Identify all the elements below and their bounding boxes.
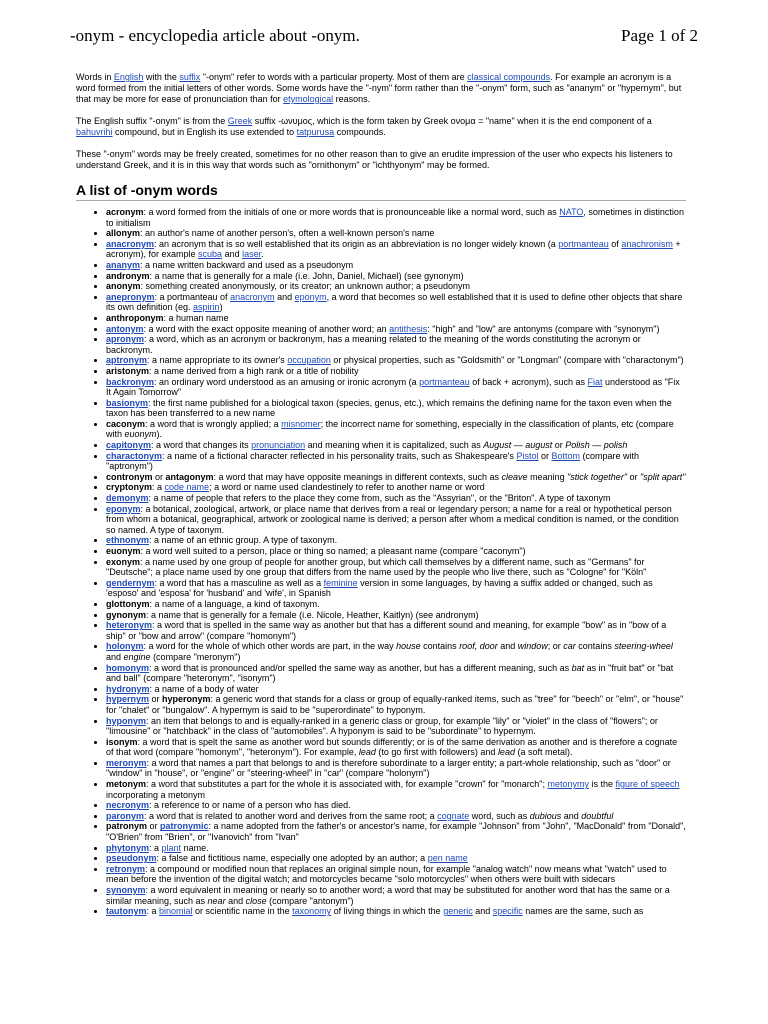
text-run: : a word that is spelled in the same way as another but that has a different sound and meaning, for example "bow" as in "bow of a ship" or "bow and arrow" (compare "homonym") — [106, 620, 667, 641]
list-item — [106, 398, 686, 419]
text-run: acronym — [106, 207, 144, 217]
text-run: metonym — [106, 779, 147, 790]
list-item — [106, 355, 686, 366]
list-item — [106, 451, 686, 472]
text-run: lead — [497, 747, 515, 758]
text-run: hyperonym — [162, 694, 211, 705]
list-item — [106, 504, 686, 536]
list-item — [106, 641, 686, 662]
text-run: bat — [571, 662, 585, 673]
list-heading: A list of -onym words — [76, 182, 686, 201]
list-item — [106, 271, 686, 282]
text-run: reasons. — [333, 94, 371, 104]
article-body — [76, 72, 686, 917]
intro-section — [76, 72, 686, 171]
text-run: patronym — [106, 821, 148, 832]
article-link[interactable]: synonym — [106, 885, 146, 895]
article-link[interactable]: ethnonym — [106, 535, 150, 546]
article-link[interactable]: cognate — [437, 810, 470, 821]
article-link[interactable]: Fiat — [587, 376, 603, 387]
list-item — [106, 599, 686, 610]
onym-list — [76, 207, 686, 917]
text-run: : a name used by one group of people for another group, but which call themselves by a different name, such as "Germans" for "Deutsche"; a place name used by one group that differs from the name used by the people who live there, such as "Cologne" for "Köln" — [106, 556, 647, 578]
text-run: and — [497, 641, 518, 652]
article-link[interactable]: Greek — [227, 116, 253, 126]
text-run: (a soft metal). — [514, 747, 573, 758]
text-run: version in some languages, by having a suffix added or changed, such as 'esposo' and 'esposa' for 'husband' and 'wife', in Spanish — [106, 577, 653, 599]
text-run: The English suffix "-onym" is from the — [76, 116, 228, 126]
page-number: Page 1 of 2 — [621, 26, 698, 45]
list-item — [106, 885, 686, 906]
list-item — [106, 228, 686, 239]
text-run: names are the same, such as — [522, 906, 644, 917]
list-item — [106, 281, 686, 292]
document-title: -onym - encyclopedia article about -onym. — [70, 26, 360, 45]
list-item — [106, 535, 686, 546]
list-item — [106, 334, 686, 355]
text-run: dubious — [529, 810, 562, 821]
text-run: : a botanical, zoological, artwork, or place name that derives from a real or legendary person; a name for a real or hypothetical person from whom a botanical, geographical, artwork or zoological name is derived; a person after whom a medical condition is named, or the condition so named. A type of taxonym. — [106, 503, 679, 535]
text-run: : a human name — [163, 312, 229, 323]
article-link[interactable]: aspirin — [193, 302, 220, 313]
text-run: Words in — [76, 72, 114, 82]
text-run: : a word that is pronounced and/or spelled the same way as another, but has a different meaning, such as — [149, 662, 572, 673]
article-link[interactable]: hydronym — [106, 683, 150, 694]
text-run: (to go first with followers) and — [375, 747, 498, 758]
article-link[interactable]: figure of speech — [615, 779, 680, 790]
text-run: : a word that has a masculine as well as a — [154, 577, 324, 588]
article-link[interactable]: patronymic — [160, 821, 209, 832]
text-run: of — [608, 238, 622, 249]
article-link[interactable]: Pistol — [516, 450, 539, 461]
text-run: aristonym — [106, 365, 150, 376]
text-run: ; or — [547, 641, 564, 652]
list-item — [106, 737, 686, 758]
list-item — [106, 779, 686, 800]
article-link[interactable]: metonymy — [547, 779, 589, 790]
text-run: compounds. — [334, 127, 386, 137]
text-run: (compare "meronym") — [150, 651, 241, 662]
text-run: lead — [358, 747, 376, 758]
article-link[interactable]: specific — [492, 906, 523, 917]
article-link[interactable]: hyponym — [106, 715, 147, 726]
list-item — [106, 324, 686, 335]
text-run: , sometimes in distinction to initialism — [106, 207, 684, 228]
list-item — [106, 694, 686, 715]
article-link[interactable]: hypernym — [106, 694, 150, 705]
article-link[interactable]: meronym — [106, 757, 147, 768]
text-run: cryptonym — [106, 482, 153, 493]
text-run: : a name of an ethnic group. A type of taxonym. — [149, 535, 338, 546]
article-link[interactable]: eponym — [106, 503, 141, 514]
text-run: ) — [219, 302, 223, 313]
article-link[interactable]: feminine — [323, 577, 358, 588]
text-run: anthroponym — [106, 312, 164, 323]
text-run: contains — [420, 641, 460, 652]
text-run: : a name that is generally for a male (i.e. John, Daniel, Michael) (see gynonym) — [149, 270, 464, 281]
text-run: : a reference to or name of a person who has died. — [149, 800, 351, 811]
list-item — [106, 663, 686, 684]
text-run: suffix -ωνυμος, which is the form taken by Greek ονομα = "name" when it is the end component of a — [252, 116, 652, 126]
text-run: house — [396, 641, 421, 652]
list-item — [106, 610, 686, 621]
article-link[interactable]: code name — [164, 482, 210, 493]
text-run: glottonym — [106, 598, 150, 609]
text-run: or — [147, 821, 161, 832]
article-link[interactable]: apronym — [106, 334, 145, 345]
text-run: : a name of a body of water — [149, 683, 259, 694]
list-item — [106, 472, 686, 483]
article-link[interactable]: occupation — [287, 355, 331, 366]
text-run: : a name that is generally for a female (i.e. Nicole, Heather, Kaitlyn) (see andronym) — [146, 609, 479, 620]
text-run: : a word, which as an acronym or backronym, has a meaning related to the meaning of the words constituting the acronym or backronym. — [106, 334, 641, 355]
text-run: cleave — [501, 471, 528, 482]
list-item — [106, 620, 686, 641]
text-run: : the first name published for a biological taxon (species, genus, etc.), which remains the defining name for the taxon even when the taxon has been transferred to a new name — [106, 397, 672, 419]
text-run: : a word equivalent in meaning or nearly so to another word; a word that may be substituted for another word that has the same or a similar meaning, such as — [106, 885, 670, 906]
article-link[interactable]: retronym — [106, 863, 146, 874]
text-run: word, such as — [469, 810, 530, 821]
text-run: or — [538, 450, 552, 461]
list-item — [106, 843, 686, 854]
text-run: name. — [181, 842, 209, 853]
text-run: : a portmanteau of — [154, 291, 231, 302]
article-link[interactable]: phytonym — [106, 842, 150, 853]
text-run: : an acronym that is so well established that its origin as an abbreviation is no longer widely known (a — [154, 238, 559, 249]
article-link[interactable]: anepronym — [106, 291, 155, 302]
text-run: and — [222, 249, 243, 260]
article-link[interactable]: heteronym — [106, 620, 153, 631]
article-link[interactable]: tautonym — [106, 906, 147, 917]
text-run: or — [627, 471, 641, 482]
text-run: is the — [589, 779, 616, 790]
list-item — [106, 546, 686, 557]
text-run: : a — [146, 906, 160, 917]
text-run: euonym — [124, 429, 157, 440]
list-item — [106, 811, 686, 822]
text-run: : a compound or modified noun that replaces an original simple noun, for example "analog watch" now means what "watch" used to mean before the invention of the digital watch; and motorcycles became "solo motorcycles" when others were built with sidecars — [106, 863, 667, 885]
text-run: doubtful — [581, 810, 614, 821]
text-run: engine — [123, 651, 151, 662]
text-run: : a generic word that stands for a class or group of equally-ranked items, such as "tree" for "beech" or "elm", or "house" for "chalet" or "bungalow". A hypernym is said to be "superordinate" to hyponym. — [106, 694, 684, 715]
text-run: ; a word or name used clandestinely to refer to another name or word — [209, 482, 485, 493]
text-run: , a word that becomes so well established that it is used to define other objects that share its own definition (eg. — [106, 291, 683, 313]
text-run: and — [225, 895, 246, 906]
text-run: near — [207, 895, 226, 906]
text-run: car — [563, 641, 576, 652]
article-link[interactable]: backronym — [106, 376, 155, 387]
article-link[interactable]: laser — [242, 249, 262, 260]
text-run: or — [152, 471, 166, 482]
text-run: . — [261, 249, 264, 260]
text-run: andronym — [106, 270, 150, 281]
text-run: August — august — [483, 440, 553, 451]
article-link[interactable]: portmanteau — [419, 376, 470, 387]
text-run: or scientific name in the — [192, 906, 293, 917]
article-link[interactable]: suffix — [179, 72, 201, 82]
text-run: : something created anonymously, or its creator; an unknown author; a pseudonym — [140, 281, 471, 292]
article-link[interactable]: antonym — [106, 323, 144, 334]
article-link[interactable]: basionym — [106, 397, 149, 408]
text-run: : a word that changes its — [151, 440, 252, 451]
article-link[interactable]: Bottom — [551, 450, 580, 461]
article-link[interactable]: demonym — [106, 493, 149, 504]
text-run: contronym — [106, 471, 153, 482]
text-run: window — [517, 641, 548, 652]
text-run: : a name of people that refers to the place they come from, such as the "Assyrian", or the "Briton". A type of taxonym — [148, 493, 611, 504]
list-item — [106, 716, 686, 737]
text-run: (compare with "aptronym") — [106, 450, 640, 472]
article-link[interactable]: bahuvrihi — [76, 127, 113, 137]
text-run: meaning — [527, 471, 568, 482]
article-link[interactable]: antithesis — [389, 323, 428, 334]
article-link[interactable]: homonym — [106, 662, 150, 673]
article-link[interactable]: pseudonym — [106, 853, 157, 864]
text-run: : a name adopted from the father's or ancestor's name, for example "Johnson" from "John", "MacDonald" from "Donald", "O'Brien" from "Brien", or "Ivanovich" from "Ivan" — [106, 821, 686, 843]
list-item — [106, 207, 686, 228]
article-link[interactable]: NATO — [559, 207, 584, 217]
text-run: : a name of a language, a kind of taxonym. — [149, 598, 320, 609]
list-item — [106, 260, 686, 271]
text-run: understood as "Fix It Again Tomorrow" — [106, 376, 680, 398]
text-run: antagonym — [165, 471, 214, 482]
text-run: of living things in which the — [331, 906, 444, 917]
article-link[interactable]: binomial — [159, 906, 193, 917]
article-link[interactable]: charactonym — [106, 450, 163, 461]
text-run: caconym — [106, 418, 146, 429]
article-link[interactable]: pen name — [427, 853, 468, 864]
text-run: steering-wheel — [614, 641, 673, 652]
list-item — [106, 377, 686, 398]
list-item — [106, 758, 686, 779]
text-run: : a false and fictitious name, especially one adopted by an author; a — [156, 853, 428, 864]
article-link[interactable]: portmanteau — [558, 238, 609, 249]
list-item — [106, 239, 686, 260]
article-link[interactable]: capitonym — [106, 440, 152, 451]
text-run: (compare "antonym") — [266, 895, 354, 906]
article-link[interactable]: English — [113, 72, 144, 82]
text-run: + acronym), for example — [106, 238, 681, 260]
text-run: . For example an acronym is a word formed from the initial letters of other words. Some words have the "-nym" form rather than the "-onym" form, such as "ananym" or "hypernym", but that may be more for ease of pronunciation than for — [76, 72, 682, 104]
article-link[interactable]: misnomer — [281, 418, 321, 429]
list-item — [106, 366, 686, 377]
article-link[interactable]: paronym — [106, 810, 145, 821]
text-run: contains — [575, 641, 615, 652]
text-run: : a word that is related to another word and derives from the same root; a — [144, 810, 438, 821]
article-link[interactable]: anacronym — [230, 291, 275, 302]
text-run: and — [472, 906, 493, 917]
list-item — [106, 419, 686, 440]
text-run: as in "fruit bat" or "bat and ball" (compare "heteronym", "isonym") — [106, 662, 674, 684]
text-run: ; the incorrect name for something, especially in the classification of plants, etc (compare with — [106, 418, 674, 440]
text-run: : a word for the whole of which other words are part, in the way — [143, 641, 397, 652]
text-run: or physical properties, such as "Goldsmith" or "Longman" (compare with "charactonym") — [330, 355, 684, 366]
list-item — [106, 684, 686, 695]
text-run: : a word that substitutes a part for the whole it is associated with, for example "crown" for "monarch"; — [146, 779, 548, 790]
text-run: Polish — polish — [565, 440, 628, 451]
list-item — [106, 493, 686, 504]
list-item — [106, 578, 686, 599]
list-item — [106, 557, 686, 578]
text-run: : a — [152, 482, 165, 493]
text-run: anonym — [106, 281, 141, 292]
text-run: : a word that is wrongly applied; a — [145, 418, 282, 429]
text-run: "-onym" refer to words with a particular property. Most of them are — [200, 72, 468, 82]
text-run: of back + acronym), such as — [469, 376, 588, 387]
text-run: : a name of a fictional character reflected in his personality traits, such as Shakespeare's — [162, 450, 517, 461]
text-run: : a word well suited to a person, place or thing so named; a pleasant name (compare "caconym") — [140, 546, 526, 556]
list-item — [106, 800, 686, 811]
list-item — [106, 821, 686, 842]
article-link[interactable]: ananym — [106, 259, 141, 270]
list-item — [106, 906, 686, 917]
article-link[interactable]: taxonomy — [292, 906, 332, 917]
text-run: : "high" and "low" are antonyms (compare with "synonym") — [427, 323, 660, 334]
text-run: incorporating a metonym — [106, 789, 206, 800]
article-link[interactable]: generic — [443, 906, 473, 917]
text-run: and — [561, 810, 582, 821]
article-link[interactable]: necronym — [106, 800, 150, 811]
text-run: These "-onym" words may be freely created, sometimes for no other reason than to give an erudite impression of the user who expects his listeners to understand Greek, and it is in this way that words such as "ornithonym" or "ichthyonym" may be formed. — [76, 149, 673, 170]
list-item — [106, 313, 686, 324]
text-run: and — [106, 651, 124, 662]
list-item — [106, 440, 686, 451]
text-run: euonym — [106, 546, 141, 556]
article-link[interactable]: anachronism — [621, 238, 673, 249]
text-run: "stick together" — [567, 471, 628, 482]
text-run: and — [274, 291, 295, 302]
text-run: and meaning when it is capitalized, such as — [305, 440, 484, 451]
list-item — [106, 292, 686, 313]
text-run: compound, but in English its use extended to — [112, 127, 297, 137]
article-link[interactable]: aptronym — [106, 355, 148, 366]
article-link[interactable]: etymological — [283, 94, 334, 104]
text-run: "split apart" — [640, 471, 686, 482]
article-link[interactable]: pronunciation — [251, 440, 306, 451]
text-run: : a name appropriate to its owner's — [147, 355, 288, 366]
article-link[interactable]: anacronym — [106, 238, 155, 249]
text-run: or — [552, 440, 566, 451]
text-run: isonym — [106, 736, 138, 747]
text-run: : a word that names a part that belongs to and is therefore subordinate to a larger entity; a part-whole relationship, such as "door" or "window" in "house", or "engine" or "steering-wheel" in "car" (compare "holonym") — [106, 757, 671, 779]
text-run: or — [149, 694, 163, 705]
text-run: : an author's name of another person's, often a well-known person's name — [140, 228, 435, 239]
article-link[interactable]: tatpurusa — [296, 127, 335, 137]
list-item — [106, 853, 686, 864]
text-run: with the — [143, 72, 180, 82]
intro-paragraph — [76, 72, 686, 105]
text-run: : a word that may have opposite meanings in different contexts, such as — [213, 471, 502, 482]
text-run: close — [245, 895, 267, 906]
text-run: ). — [156, 429, 163, 440]
text-run: : an ordinary word understood as an amusing or ironic acronym (a — [154, 376, 420, 387]
text-run: exonym — [106, 556, 141, 567]
page-header — [70, 26, 698, 46]
text-run: : a word that is spelt the same as another word but sounds differently; or is of the same derivation as another and is therefore a cognate of that word (compare "homonym", "heteronym"). For example, — [106, 736, 678, 758]
text-run: : an item that belongs to and is equally-ranked in a generic class or group, for example "lily" or "violet" in the class of "flowers"; or "limousine" or "hatchback" in the class of "automobiles". A hyponym is said to be "subordinate" to hypernym. — [106, 715, 658, 737]
article-link[interactable]: plant — [161, 842, 182, 853]
article-link[interactable]: scuba — [198, 249, 223, 260]
text-run: : a word with the exact opposite meaning of another word; an — [143, 323, 390, 334]
text-run: : a — [149, 842, 162, 853]
article-link[interactable]: eponym — [294, 291, 327, 302]
intro-paragraph — [76, 149, 686, 171]
list-item — [106, 864, 686, 885]
text-run: : a name written backward and used as a pseudonym — [140, 259, 354, 270]
article-link[interactable]: classical compounds — [467, 72, 551, 82]
list-item — [106, 482, 686, 493]
intro-paragraph — [76, 116, 686, 138]
text-run: : a name derived from a high rank or a title of nobility — [149, 365, 359, 376]
article-link[interactable]: holonym — [106, 641, 144, 652]
text-run: allonym — [106, 228, 141, 239]
article-link[interactable]: gendernym — [106, 577, 155, 588]
text-run: : a word formed from the initials of one or more words that is pronounceable like a normal word, such as — [143, 207, 560, 217]
text-run: gynonym — [106, 609, 147, 620]
text-run: roof, door — [459, 641, 498, 652]
